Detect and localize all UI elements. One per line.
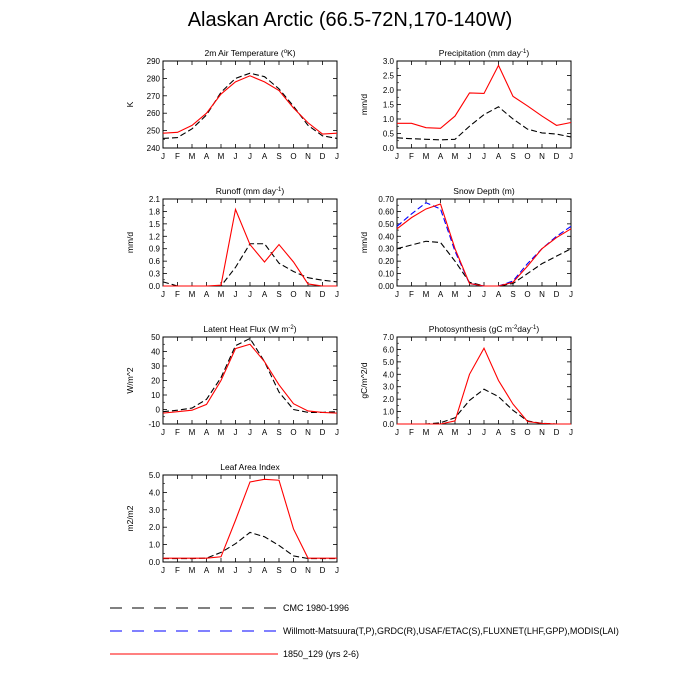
x-tick-label: M	[188, 428, 196, 437]
x-tick-label: J	[482, 290, 486, 299]
series-line-model	[397, 204, 571, 286]
y-tick-label: 1.0	[148, 540, 160, 550]
x-tick-label: F	[409, 290, 414, 299]
x-tick-label: D	[319, 428, 326, 437]
x-tick-label: M	[451, 428, 459, 437]
x-tick-label: J	[161, 428, 165, 437]
x-tick-label: A	[437, 152, 444, 161]
x-tick-label: M	[188, 152, 196, 161]
x-tick-label: S	[510, 290, 516, 299]
y-tick-label: 0	[155, 405, 160, 415]
x-tick-label: O	[524, 428, 531, 437]
x-tick-label: S	[276, 428, 282, 437]
y-tick-label: 250	[146, 126, 160, 136]
x-tick-label: O	[290, 290, 297, 299]
x-tick-label: J	[395, 152, 399, 161]
x-tick-label: M	[188, 566, 196, 575]
y-axis-label: gC/m^2/d	[359, 362, 369, 399]
panel-title: Photosynthesis (gC $m^{-2}day^{-1}$)	[428, 324, 540, 334]
x-tick-label: S	[510, 428, 516, 437]
x-tick-label: J	[161, 566, 165, 575]
y-tick-label: 0.0	[382, 144, 394, 153]
y-tick-label: 1.8	[148, 207, 160, 217]
x-tick-label: D	[319, 152, 326, 161]
panel-title: Runoff (mm day$^{-1}$)	[215, 186, 285, 196]
series-line-obs	[397, 203, 571, 286]
series-line-cmc	[163, 338, 337, 412]
x-tick-label: M	[217, 290, 225, 299]
x-tick-label: N	[305, 290, 311, 299]
series-line-cmc	[397, 241, 571, 286]
plot-frame	[163, 475, 337, 562]
page-title: Alaskan Arctic (66.5-72N,170-140W)	[187, 9, 513, 31]
panel-title: 2m Air Temperature ($^o$K)	[204, 48, 296, 58]
y-axis-label: mm/d	[359, 93, 369, 116]
panel-title: Snow Depth (m)	[453, 186, 515, 196]
x-tick-label: J	[335, 290, 339, 299]
x-tick-label: J	[248, 566, 252, 575]
chart-panel-2	[125, 186, 339, 299]
x-tick-label: A	[203, 290, 210, 299]
series-line-cmc	[163, 73, 337, 138]
y-tick-label: 2.5	[382, 71, 394, 81]
panel-title: Leaf Area Index	[220, 462, 280, 472]
x-tick-label: J	[569, 152, 573, 161]
x-tick-label: J	[161, 290, 165, 299]
x-tick-label: A	[261, 566, 268, 575]
x-tick-label: S	[276, 566, 282, 575]
x-tick-label: D	[553, 428, 560, 437]
x-tick-label: M	[188, 290, 196, 299]
y-tick-label: 0.9	[148, 244, 160, 254]
x-tick-label: J	[467, 428, 472, 437]
x-tick-label: F	[175, 152, 180, 161]
x-tick-label: J	[161, 152, 165, 161]
y-tick-label: 10	[151, 391, 160, 400]
x-tick-label: M	[451, 152, 459, 161]
x-tick-label: N	[539, 428, 545, 437]
x-tick-label: O	[524, 290, 531, 299]
plot-frame	[163, 61, 337, 148]
plot-frame	[397, 61, 571, 148]
y-tick-label: 0.50	[378, 219, 394, 229]
chart-panel-1	[359, 48, 573, 161]
x-tick-label: A	[261, 428, 268, 437]
x-tick-label: O	[290, 428, 297, 437]
x-tick-label: J	[482, 428, 486, 437]
y-tick-label: 5.0	[148, 471, 160, 480]
legend-label-model: 1850_129 (yrs 2-6)	[283, 649, 360, 659]
series-line-model	[163, 344, 337, 413]
x-tick-label: J	[395, 428, 399, 437]
y-axis-label: mm/d	[359, 231, 369, 254]
chart-panel-6	[125, 462, 339, 575]
x-tick-label: N	[539, 152, 545, 161]
x-tick-label: S	[510, 152, 516, 161]
y-tick-label: 0.0	[382, 420, 394, 429]
chart-panel-3	[359, 186, 573, 299]
y-tick-label: 40	[151, 347, 160, 357]
legend-label-obs: Willmott-Matsuura(T,P),GRDC(R),USAF/ETAC(S),FLUXNET(LHF,GPP),MODIS(LAI)	[283, 626, 619, 636]
x-tick-label: J	[233, 290, 238, 299]
chart-panel-4	[125, 324, 339, 437]
y-tick-label: 50	[151, 333, 160, 342]
y-tick-label: 4.0	[382, 370, 394, 380]
y-tick-label: 0.30	[378, 244, 394, 254]
y-tick-label: 0.3	[148, 269, 160, 279]
y-tick-label: 2.0	[382, 395, 394, 405]
x-tick-label: A	[437, 428, 444, 437]
series-line-model	[397, 65, 571, 128]
series-line-cmc	[397, 107, 571, 140]
y-tick-label: 0.20	[378, 257, 394, 267]
x-tick-label: F	[409, 152, 414, 161]
series-line-cmc	[163, 244, 337, 286]
x-tick-label: N	[539, 290, 545, 299]
x-tick-label: S	[276, 290, 282, 299]
y-axis-label: W/m^2	[125, 367, 135, 394]
x-tick-label: J	[248, 290, 252, 299]
y-tick-label: 2.1	[148, 195, 160, 204]
y-tick-label: 3.0	[382, 382, 394, 392]
x-tick-label: A	[261, 152, 268, 161]
x-tick-label: J	[569, 428, 573, 437]
y-tick-label: 290	[146, 57, 160, 66]
x-tick-label: O	[290, 152, 297, 161]
panel-title: Latent Heat Flux (W $m^{-2}$)	[203, 324, 297, 334]
y-axis-label: m2/m2	[125, 505, 135, 532]
y-tick-label: 2.0	[382, 86, 394, 95]
x-tick-label: J	[482, 152, 486, 161]
x-tick-label: J	[335, 428, 339, 437]
y-tick-label: 0.00	[378, 282, 394, 291]
x-tick-label: N	[305, 152, 311, 161]
chart-panel-0	[125, 48, 339, 161]
plot-frame	[397, 337, 571, 424]
x-tick-label: D	[319, 566, 326, 575]
y-tick-label: 1.5	[382, 100, 394, 110]
x-tick-label: M	[422, 428, 430, 437]
y-tick-label: 0.70	[378, 195, 394, 204]
y-tick-label: 0.0	[148, 558, 160, 567]
x-tick-label: A	[203, 152, 210, 161]
x-tick-label: M	[217, 428, 225, 437]
panel-title: Precipitation (mm day$^{-1}$)	[438, 48, 530, 58]
x-tick-label: J	[248, 152, 252, 161]
x-tick-label: S	[276, 152, 282, 161]
x-tick-label: N	[305, 566, 311, 575]
y-tick-label: 1.5	[148, 219, 160, 229]
x-tick-label: J	[467, 152, 472, 161]
y-tick-label: 0.5	[382, 129, 394, 139]
y-tick-label: 4.0	[148, 488, 160, 498]
series-line-model	[163, 76, 337, 134]
x-tick-label: J	[233, 566, 238, 575]
x-tick-label: M	[422, 290, 430, 299]
x-tick-label: D	[319, 290, 326, 299]
series-line-cmc	[163, 532, 337, 558]
x-tick-label: O	[524, 152, 531, 161]
x-tick-label: J	[335, 152, 339, 161]
y-tick-label: 1.0	[382, 407, 394, 417]
y-tick-label: 0.0	[148, 282, 160, 291]
y-tick-label: 20	[151, 376, 160, 386]
y-tick-label: 240	[146, 144, 160, 153]
series-line-cmc	[397, 389, 571, 424]
y-tick-label: 0.10	[378, 269, 394, 279]
x-tick-label: A	[203, 428, 210, 437]
y-tick-label: 7.0	[382, 333, 394, 342]
x-tick-label: J	[233, 152, 238, 161]
y-tick-label: 3.0	[148, 505, 160, 515]
y-tick-label: -10	[148, 420, 160, 429]
x-tick-label: M	[451, 290, 459, 299]
y-tick-label: 0.60	[378, 207, 394, 217]
x-tick-label: N	[305, 428, 311, 437]
x-tick-label: A	[495, 290, 502, 299]
y-tick-label: 6.0	[382, 345, 394, 355]
x-tick-label: J	[233, 428, 238, 437]
x-tick-label: J	[569, 290, 573, 299]
legend-label-cmc: CMC 1980-1996	[283, 603, 350, 613]
x-tick-label: A	[495, 428, 502, 437]
x-tick-label: M	[217, 566, 225, 575]
x-tick-label: M	[217, 152, 225, 161]
series-line-model	[397, 348, 571, 424]
x-tick-label: J	[335, 566, 339, 575]
x-tick-label: A	[261, 290, 268, 299]
x-tick-label: F	[175, 428, 180, 437]
y-axis-label: mm/d	[125, 231, 135, 254]
series-line-model	[163, 209, 337, 286]
x-tick-label: F	[175, 290, 180, 299]
y-tick-label: 2.0	[148, 523, 160, 533]
x-tick-label: J	[467, 290, 472, 299]
x-tick-label: A	[437, 290, 444, 299]
y-tick-label: 3.0	[382, 57, 394, 66]
x-tick-label: J	[248, 428, 252, 437]
x-tick-label: M	[422, 152, 430, 161]
x-tick-label: D	[553, 290, 560, 299]
y-tick-label: 0.6	[148, 257, 160, 267]
y-tick-label: 260	[146, 109, 160, 119]
plot-frame	[163, 199, 337, 286]
y-tick-label: 0.40	[378, 232, 394, 242]
x-tick-label: F	[175, 566, 180, 575]
y-tick-label: 30	[151, 362, 160, 371]
y-axis-label: K	[125, 101, 135, 108]
y-tick-label: 1.0	[382, 115, 394, 124]
x-tick-label: J	[395, 290, 399, 299]
y-tick-label: 1.2	[148, 232, 160, 242]
x-tick-label: A	[495, 152, 502, 161]
series-line-model	[163, 479, 337, 558]
y-tick-label: 280	[146, 74, 160, 84]
plot-frame	[397, 199, 571, 286]
x-tick-label: D	[553, 152, 560, 161]
chart-panel-5	[359, 324, 573, 437]
y-tick-label: 5.0	[382, 357, 394, 367]
x-tick-label: A	[203, 566, 210, 575]
y-tick-label: 270	[146, 91, 160, 101]
x-tick-label: O	[290, 566, 297, 575]
x-tick-label: F	[409, 428, 414, 437]
